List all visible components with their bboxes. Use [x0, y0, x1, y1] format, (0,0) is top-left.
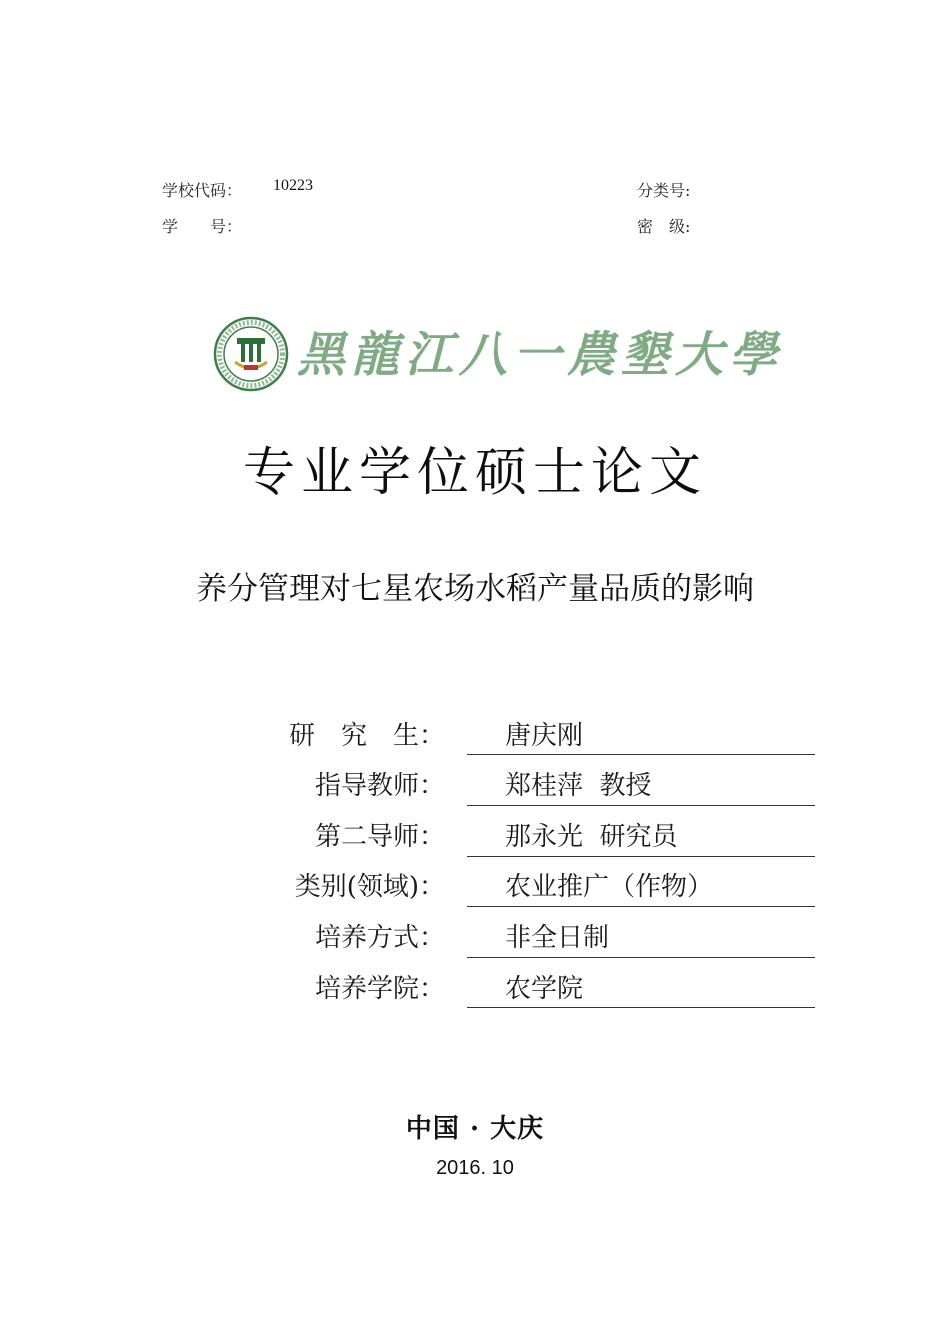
college-label: 培养学院：	[314, 974, 445, 1004]
supervisor-value: 郑桂萍 教授	[505, 771, 652, 801]
category-field-label: 类别(领域)：	[294, 872, 445, 902]
date-label: 2016. 10	[436, 1157, 514, 1179]
school-code-label: 学校代码：	[162, 181, 243, 200]
secret-level-label: 密 级:	[637, 217, 691, 236]
university-name-logotype: 黑龍江八一農墾大學	[297, 327, 784, 383]
researcher-value: 唐庆刚	[505, 721, 584, 751]
training-mode-label: 培养方式：	[314, 923, 445, 953]
supervisor-label: 指导教师：	[314, 771, 445, 801]
category-field-underline	[467, 906, 815, 907]
researcher-underline	[467, 754, 815, 755]
school-code-value: 10223	[273, 177, 313, 194]
second-supervisor-underline	[467, 856, 815, 857]
training-mode-underline	[467, 957, 815, 958]
university-seal-icon	[213, 316, 289, 392]
second-supervisor-value: 那永光 研究员	[505, 822, 678, 852]
category-field-value: 农业推广（作物）	[505, 872, 714, 902]
place-label: 中国 · 大庆	[405, 1114, 545, 1144]
university-logo	[213, 314, 784, 394]
category-number-label: 分类号:	[637, 181, 691, 200]
college-underline	[467, 1007, 815, 1008]
second-supervisor-label: 第二导师：	[314, 822, 445, 852]
college-value: 农学院	[505, 974, 584, 1004]
thesis-title: 养分管理对七星农场水稻产量品质的影响	[196, 571, 754, 607]
training-mode-value: 非全日制	[505, 923, 610, 953]
supervisor-underline	[467, 805, 815, 806]
document-type-title: 专业学位硕士论文	[242, 443, 707, 503]
student-id-label: 学 号：	[162, 217, 243, 236]
researcher-label: 研 究 生：	[288, 721, 445, 751]
